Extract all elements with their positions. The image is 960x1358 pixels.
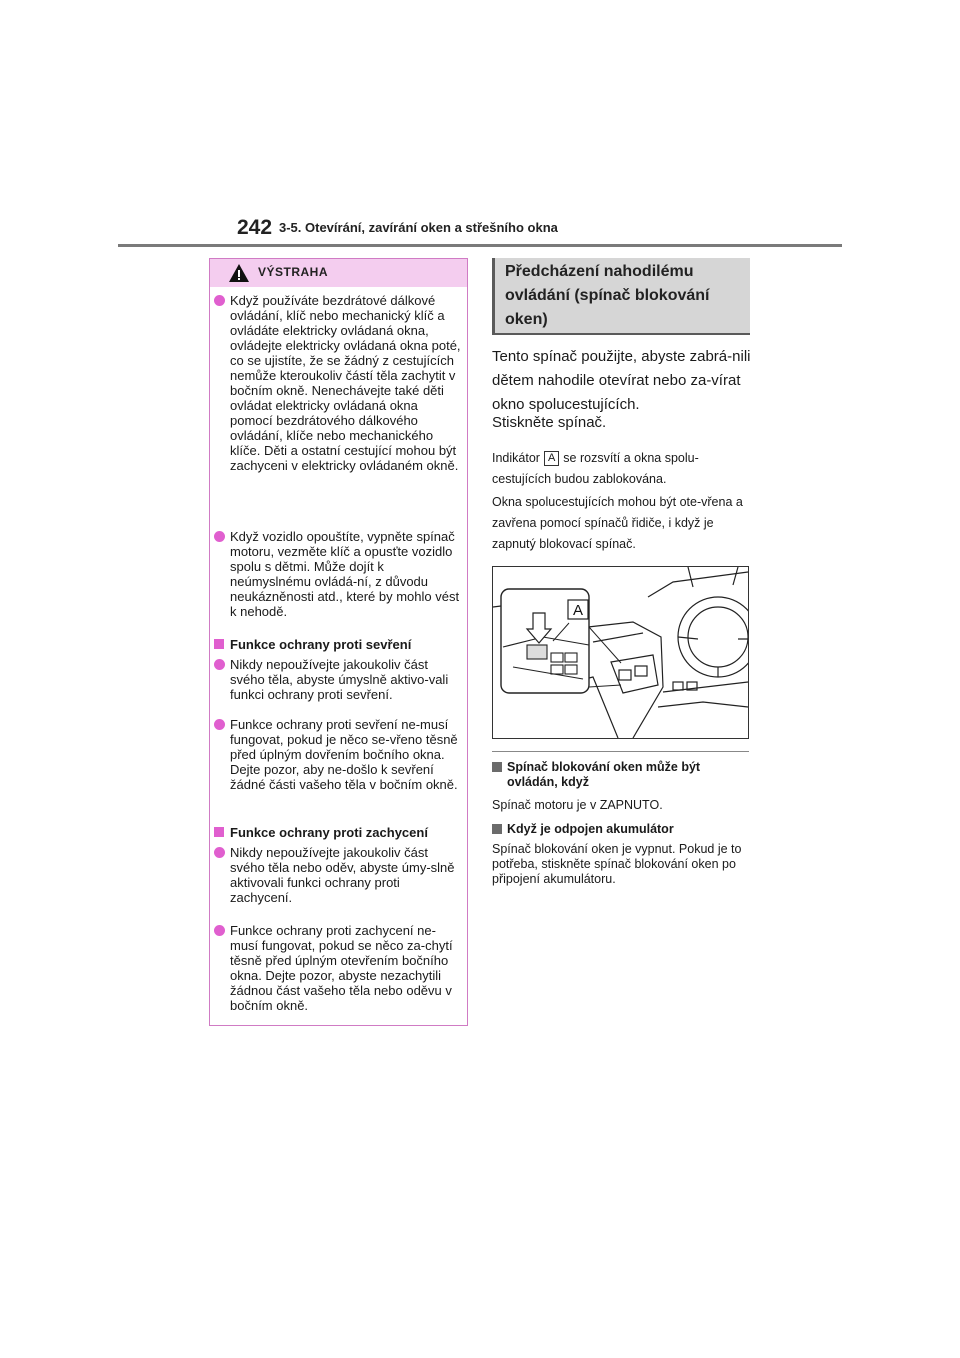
- bullet-icon: [214, 719, 225, 730]
- square-bullet-icon: [492, 762, 502, 772]
- warning-item-text: Když vozidlo opouštíte, vypněte spínač motoru, vezměte klíč a opusťte vozidlo spolu s dětmi. Může dojít k neúmyslnému ovládá-ní, z důvodu neukázněnosti atd., které by mohlo vést k nehodě.: [230, 529, 460, 619]
- bullet-icon: [214, 531, 225, 542]
- warning-triangle-icon: [228, 263, 250, 283]
- warning-item-text: Funkce ochrany proti zachycení ne-musí fungovat, pokud se něco za-chytí těsně před úplným otevřením bočního okna. Dejte pozor, abyste nezachytili žádnou část vašeho těla nebo oděvu v bočním okně.: [230, 923, 453, 1013]
- warning-item-text: Nikdy nepoužívejte jakoukoliv část svého těla nebo oděv, abyste úmy-slně aktivovali funkci ochrany proti zachycení.: [230, 845, 455, 905]
- bullet-icon: [214, 295, 225, 306]
- warning-item-text: Funkce ochrany proti sevření ne-musí fungovat, pokud je něco se-vřeno těsně před úplným dovřením bočního okna. Dejte pozor, aby ne-došlo k sevření žádné části vašeho těla v bočním okně.: [230, 717, 458, 792]
- topic-heading-box: [492, 258, 750, 335]
- square-bullet-icon: [214, 639, 224, 649]
- warning-item: [214, 529, 462, 619]
- indicator-note: [492, 448, 754, 490]
- topic-intro: Tento spínač použijte, abyste zabrá-nili dětem nahodile otevírat nebo za-vírat okno spolucestujících.: [492, 348, 751, 413]
- indicator-prefix: Indikátor: [492, 451, 540, 465]
- warning-item: [214, 657, 462, 702]
- warning-header: [210, 259, 467, 287]
- window-lock-switch-illustration: [492, 566, 749, 739]
- warning-item-text: Když používáte bezdrátové dálkové ovládání, klíč nebo mechanický klíč a ovládáte elektricky ovládaná okna, ovládejte elektricky ovládaná okna poté, co se ujistíte, že se žádný z cestujících nemůže kteroukoliv částí těla zachytit v bočním okně. Nenechávejte také děti ovládat elektricky ovládaná okna pomocí bezdrátového dálkového ovládání, klíče nebo mechanického klíče. Děti a ostatní cestující mohou být zachyceni v elektricky ovládaném okně.: [230, 293, 461, 473]
- illustration-divider: [492, 751, 749, 752]
- page-number: 242: [237, 216, 273, 239]
- car-interior-drawing: [493, 567, 748, 738]
- indicator-badge: A: [544, 451, 559, 466]
- warning-box: [209, 258, 468, 1026]
- bullet-icon: [214, 925, 225, 936]
- topic-note: Okna spolucestujících mohou být ote-vřena a zavřena pomocí spínačů řidiče, i když je zapnutý blokovací spínač.: [492, 495, 743, 551]
- warning-item: [214, 845, 462, 905]
- bullet-icon: [214, 659, 225, 670]
- warning-item: [214, 293, 462, 473]
- subsection-body: Spínač blokování oken je vypnut. Pokud je to potřeba, stiskněte spínač blokování oken po připojení akumulátoru.: [492, 842, 742, 886]
- square-bullet-icon: [492, 824, 502, 834]
- warning-subheading: [214, 637, 462, 652]
- warning-item: [214, 717, 462, 792]
- subsection-heading-text: Spínač blokování oken může být ovládán, když: [507, 760, 701, 789]
- warning-subheading-text: Funkce ochrany proti sevření: [230, 637, 412, 652]
- warning-subheading: [214, 825, 462, 840]
- topic-title: Předcházení nahodilému ovládání (spínač blokování oken): [505, 263, 710, 328]
- subsection-heading-text: Když je odpojen akumulátor: [507, 822, 674, 836]
- header-divider: [118, 244, 842, 247]
- topic-step: Stiskněte spínač.: [492, 414, 607, 431]
- subsection-heading: [492, 822, 754, 837]
- callout-label: A: [572, 602, 584, 619]
- warning-subheading-text: Funkce ochrany proti zachycení: [230, 825, 428, 840]
- subsection-body: Spínač motoru je v ZAPNUTO.: [492, 798, 663, 812]
- warning-item-text: Nikdy nepoužívejte jakoukoliv část svého těla, abyste úmyslně aktivo-vali funkci ochrany proti sevření.: [230, 657, 449, 702]
- section-title: 3-5. Otevírání, zavírání oken a střešního okna: [279, 220, 558, 235]
- indicator-suffix: se rozsvítí a okna spolu-cestujících budou zablokována.: [492, 451, 699, 486]
- square-bullet-icon: [214, 827, 224, 837]
- warning-item: [214, 923, 462, 1013]
- bullet-icon: [214, 847, 225, 858]
- subsection-heading: [492, 760, 754, 790]
- warning-title: VÝSTRAHA: [258, 265, 329, 279]
